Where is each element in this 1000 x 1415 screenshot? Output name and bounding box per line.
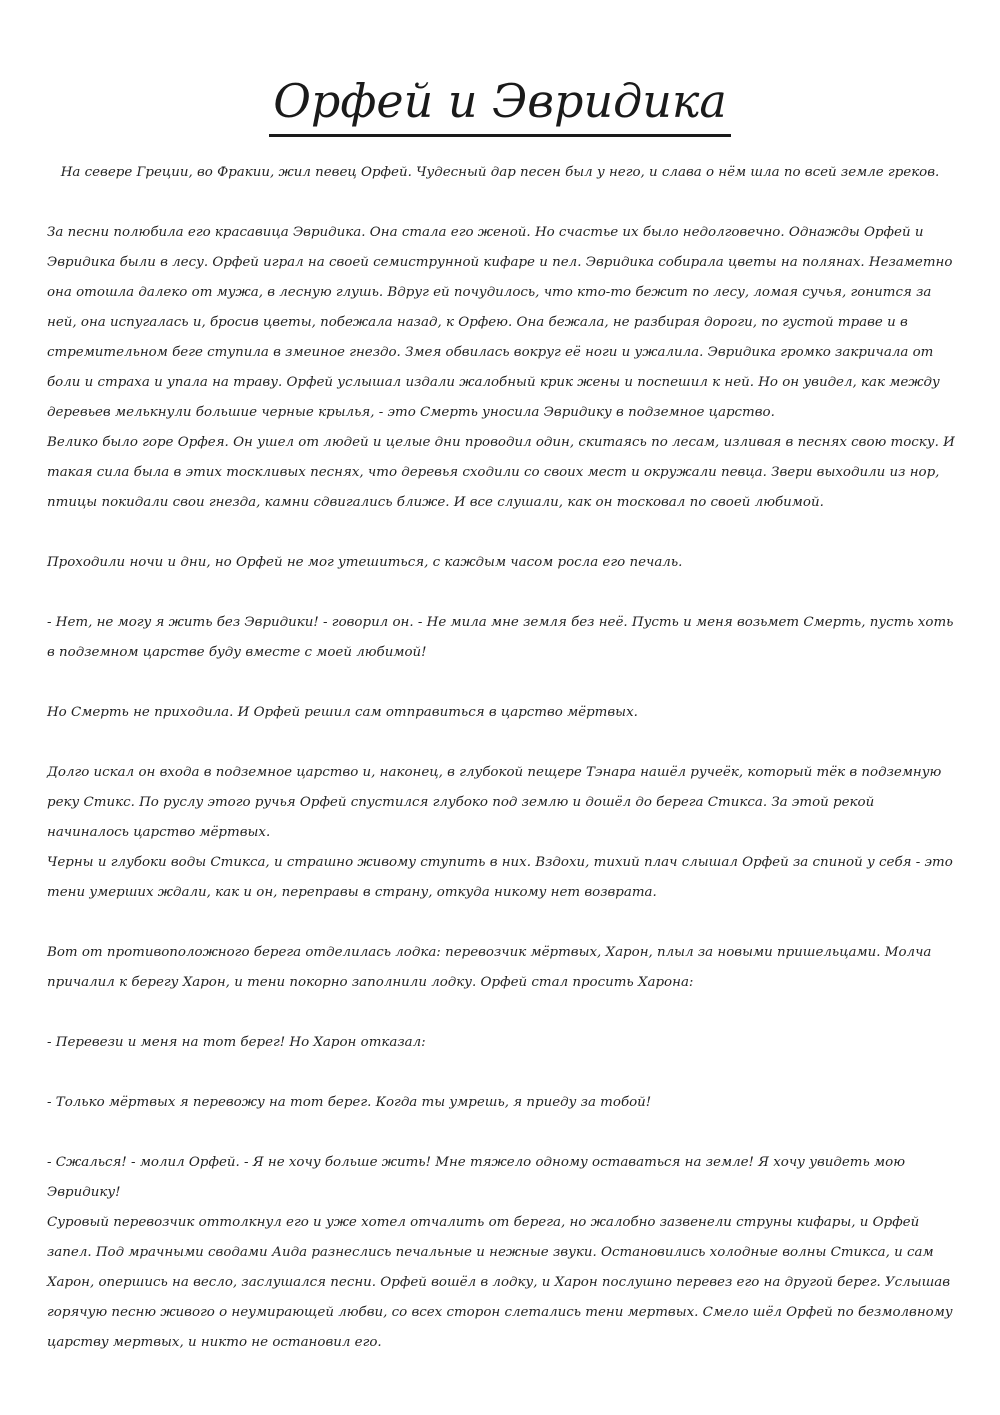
paragraph: За песни полюбила его красавица Эвридика. Она стала его женой. Но счастье их было недолговечно. Однажды Орфей и Эвридика были в лесу. Орфей играл на своей семиструнной кифаре и пел. Эвридика собирала цветы на полянах. Незаметно она отошла далеко от мужа, в лесную глушь. Вдруг ей почудилось, что кто-то бежит по лесу, ломая сучья, гонится за ней, она испугалась и, бросив цветы, побежала назад, к Орфею. Она бежала, не разбирая дороги, по густой траве и в стремительном беге ступила в змеиное гнездо. Змея обвилась вокруг её ноги и ужалила. Эвридика громко закричала от боли и страха и упала на траву. Орфей услышал издали жалобный крик жены и поспешил к ней. Но он увидел, как между деревьев мелькнули большие черные крылья, - это Смерть уносила Эвридику в подземное царство. <box>47 225 953 420</box>
paragraph: - Перевези и меня на тот берег! Но Харон отказал: <box>47 1035 426 1050</box>
page-title-text: Орфей и Эвридика <box>269 70 731 137</box>
page-title <box>0 66 1000 137</box>
paragraph: - Нет, не могу я жить без Эвридики! - говорил он. - Не мила мне земля без неё. Пусть и меня возьмет Смерть, пусть хоть в подземном царстве буду вместе с моей любимой! <box>47 615 954 660</box>
paragraph-intro: На севере Греции, во Фракии, жил певец Орфей. Чудесный дар песен был у него, и слава о нём шла по всей земле греков. <box>60 165 940 180</box>
paragraph: Проходили ночи и дни, но Орфей не мог утешиться, с каждым часом росла его печаль. <box>47 555 683 570</box>
paragraph: - Только мёртвых я перевожу на тот берег. Когда ты умрешь, я приеду за тобой! <box>47 1095 652 1110</box>
paragraph: Но Смерть не приходила. И Орфей решил сам отправиться в царство мёртвых. <box>47 705 638 720</box>
paragraph: Велико было горе Орфея. Он ушел от людей и целые дни проводил один, скитаясь по лесам, изливая в песнях свою тоску. И такая сила была в этих тоскливых песнях, что деревья сходили со своих мест и окружали певца. Звери выходили из нор, птицы покидали свои гнезда, камни сдвигались ближе. И все слушали, как он тосковал по своей любимой. <box>47 435 955 510</box>
paragraph: Черны и глубоки воды Стикса, и страшно живому ступить в них. Вздохи, тихий плач слышал Орфей за спиной у себя - это тени умерших ждали, как и он, переправы в страну, откуда никому нет возврата. <box>47 855 953 900</box>
paragraph: Вот от противоположного берега отделилась лодка: перевозчик мёртвых, Харон, плыл за новыми пришельцами. Молча причалил к берегу Харон, и тени покорно заполнили лодку. Орфей стал просить Харона: <box>47 945 932 990</box>
paragraph: Суровый перевозчик оттолкнул его и уже хотел отчалить от берега, но жалобно зазвенели струны кифары, и Орфей запел. Под мрачными сводами Аида разнеслись печальные и нежные звуки. Остановились холодные волны Стикса, и сам Харон, опершись на весло, заслушался песни. Орфей вошёл в лодку, и Харон послушно перевез его на другой берег. Услышав горячую песню живого о неумирающей любви, со всех сторон слетались тени мертвых. Смело шёл Орфей по безмолвному царству мертвых, и никто не остановил его. <box>47 1215 953 1350</box>
paragraph: Долго искал он входа в подземное царство и, наконец, в глубокой пещере Тэнара нашёл ручеёк, который тёк в подземную реку Стикс. По руслу этого ручья Орфей спустился глубоко под землю и дошёл до берега Стикса. За этой рекой начиналось царство мёртвых. <box>47 765 942 840</box>
paragraph: - Сжалься! - молил Орфей. - Я не хочу больше жить! Мне тяжело одному оставаться на земле! Я хочу увидеть мою Эвридику! <box>47 1155 905 1200</box>
